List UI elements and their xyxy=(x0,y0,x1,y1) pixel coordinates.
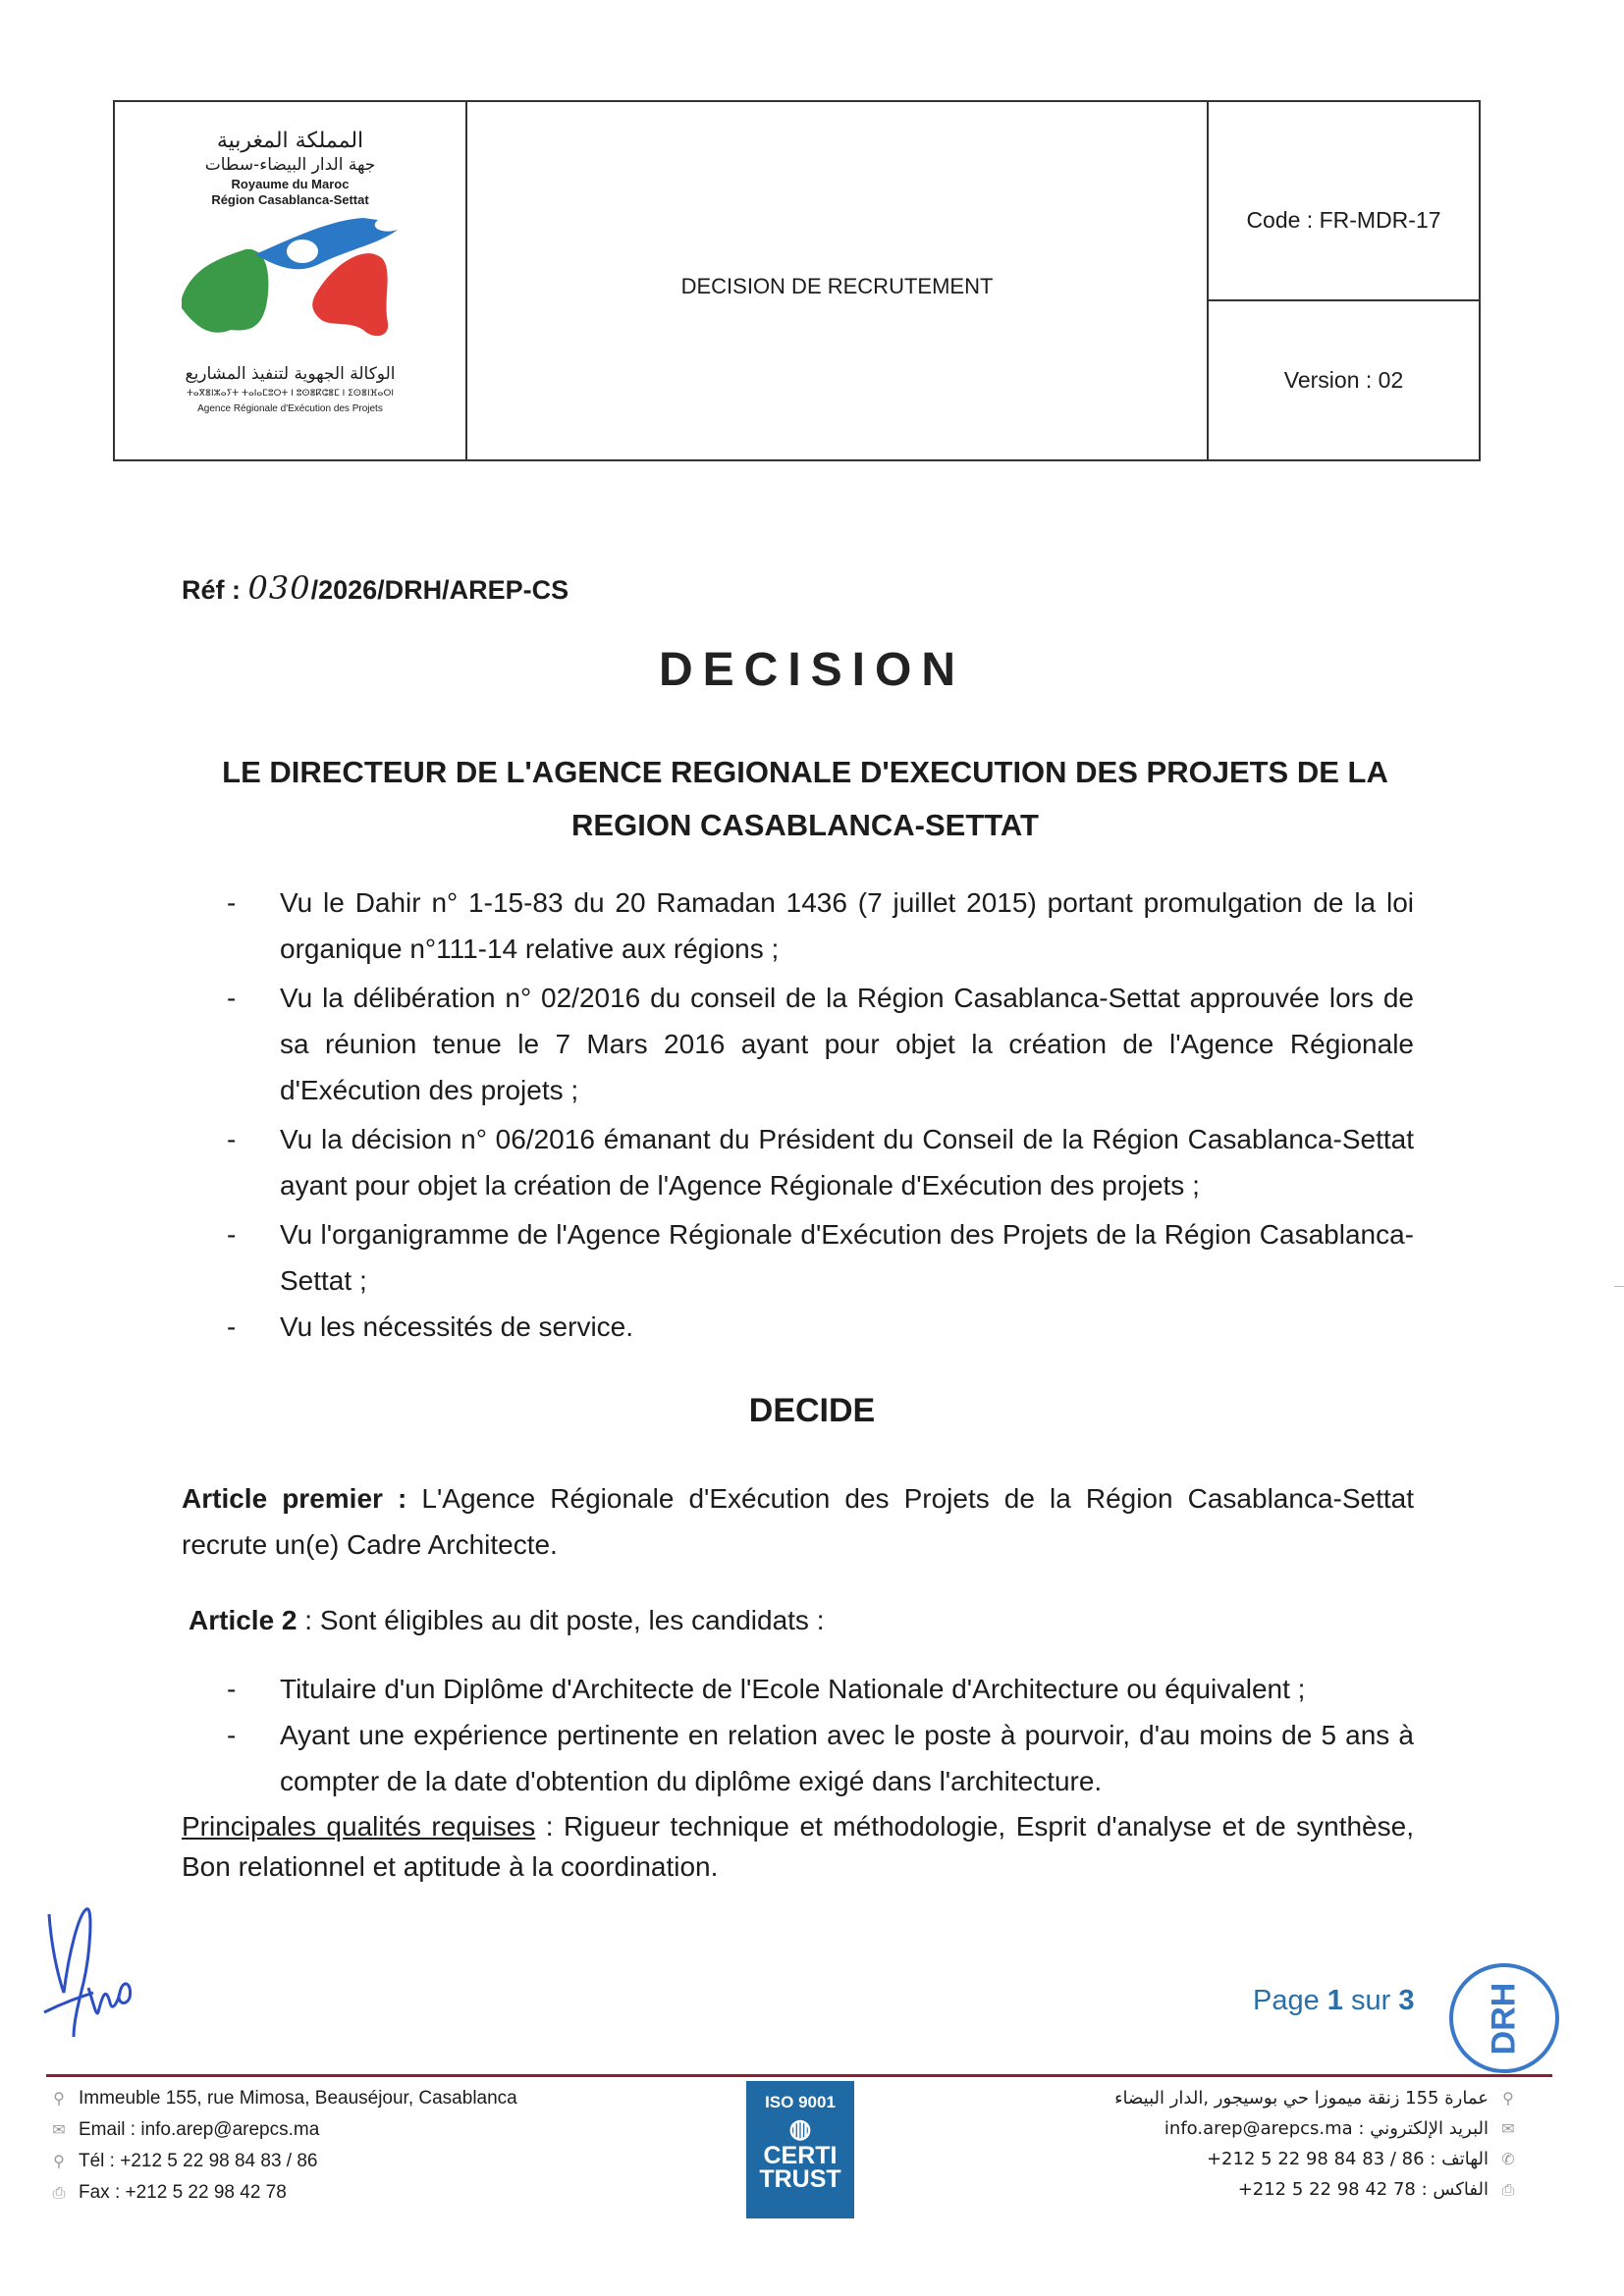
document-header xyxy=(113,100,1481,461)
issuer-heading-line1: LE DIRECTEUR DE L'AGENCE REGIONALE D'EXECUTION DES PROJETS DE LA xyxy=(222,755,1388,789)
logo-arabic-region: جهة الدار البيضاء-سطات xyxy=(204,155,376,175)
footer-phone xyxy=(51,2146,517,2177)
issuer-heading-line2: REGION CASABLANCA-SETTAT xyxy=(571,808,1039,842)
document-version: Version : 02 xyxy=(1283,367,1404,393)
phone-icon: ⚲ xyxy=(53,2154,65,2170)
page-total: 3 xyxy=(1398,1985,1415,2016)
envelope-icon: ✉ xyxy=(1501,2119,1515,2138)
considerations-list xyxy=(182,880,1414,1350)
page-current: 1 xyxy=(1326,1985,1343,2016)
article-premier xyxy=(182,1475,1414,1568)
document-meta xyxy=(1209,102,1479,459)
location-pin-icon: ⚲ xyxy=(53,2091,65,2108)
footer-email-link[interactable]: Email : info.arep@arepcs.ma xyxy=(79,2119,320,2140)
page-number xyxy=(1253,1985,1414,2017)
page-separator: sur xyxy=(1342,1985,1399,2016)
required-qualities xyxy=(182,1806,1414,1887)
iso-label: ISO 9001 xyxy=(765,2093,836,2111)
list-item xyxy=(182,880,1414,972)
logo-region: Région Casablanca-Settat xyxy=(211,192,369,207)
agency-emblem-icon xyxy=(172,210,407,347)
page-title: DECISION xyxy=(658,644,966,696)
footer-email-ar xyxy=(1114,2113,1516,2144)
bullet-dash: - xyxy=(227,1124,237,1154)
footer-address xyxy=(51,2083,517,2114)
bullet-dash: - xyxy=(227,1311,237,1342)
footer-fax-ar xyxy=(1114,2174,1516,2205)
logo-tifinagh-agency: ⵜⴰⴳⴻⵏⵣⴰⵢⵜ ⵜⴰⵏⴰⵎⵓⵔⵜ ⵏ ⵓⵙⴻⴽⵛⴻⵎ ⵏ ⵉⵙⴻⵏⴼⴰⵔⵏ xyxy=(187,389,394,399)
location-pin-icon: ⚲ xyxy=(1502,2089,1514,2108)
globe-icon: ◍ xyxy=(788,2113,812,2143)
article-2-text: : Sont éligibles au dit poste, les candidats : xyxy=(297,1605,825,1635)
criterion-text: Titulaire d'un Diplôme d'Architecte de l'Ecole Nationale d'Architecture ou équivalent ; xyxy=(280,1674,1306,1704)
footer-fax-text: Fax : +212 5 22 98 42 78 xyxy=(79,2182,287,2203)
footer-address-ar xyxy=(1114,2083,1516,2113)
consideration-text: Vu la décision n° 06/2016 émanant du Président du Conseil de la Région Casablanca-Settat ayant pour objet la création de l'Agence Régionale d'Exécution des projets ; xyxy=(280,1124,1414,1201)
iso-certification-badge xyxy=(746,2081,854,2218)
bullet-dash: - xyxy=(227,1720,237,1750)
reference-line xyxy=(182,569,568,607)
bullet-dash: - xyxy=(227,983,237,1013)
consideration-text: Vu la délibération n° 02/2016 du conseil de la Région Casablanca-Settat approuvée lors de sa réunion tenue le 7 Mars 2016 ayant pour objet la création de l'Agence Régionale d'Exécution des projets ; xyxy=(280,983,1414,1105)
article-2 xyxy=(189,1597,1421,1643)
bullet-dash: - xyxy=(227,887,237,918)
logo-agency-name: Agence Régionale d'Exécution des Projets xyxy=(197,403,383,414)
footer-phone-ar xyxy=(1114,2144,1516,2174)
consideration-text: Vu l'organigramme de l'Agence Régionale d'Exécution des Projets de la Région Casablanca-Settat ; xyxy=(280,1219,1414,1296)
list-item xyxy=(182,1712,1414,1804)
logo-arabic-agency: الوكالة الجهوية لتنفيذ المشاريع xyxy=(185,364,396,384)
phone-icon: ✆ xyxy=(1501,2150,1515,2168)
required-qualities-label: Principales qualités requises xyxy=(182,1811,536,1842)
footer-email xyxy=(51,2114,517,2146)
list-item xyxy=(182,1211,1414,1304)
list-item xyxy=(182,1116,1414,1208)
agency-logo xyxy=(115,102,467,459)
fax-icon: ⎙ xyxy=(52,2185,66,2202)
consideration-text: Vu les nécessités de service. xyxy=(280,1311,634,1342)
footer-divider xyxy=(46,2074,1552,2077)
footer-fax xyxy=(51,2177,517,2209)
footer-fax-ar-text: الفاكس : 78 42 98 22 5 212+ xyxy=(1237,2179,1489,2200)
drh-stamp xyxy=(1449,1963,1559,2073)
envelope-icon: ✉ xyxy=(52,2122,66,2139)
article-premier-label: Article premier : xyxy=(182,1483,407,1514)
criterion-text: Ayant une expérience pertinente en relation avec le poste à pourvoir, d'au moins de 5 ans à compter de la date d'obtention du diplôme exigé dans l'architecture. xyxy=(280,1720,1414,1796)
footer-email-ar-link[interactable]: البريد الإلكتروني : info.arep@arepcs.ma xyxy=(1164,2118,1489,2139)
reference-suffix: /2026/DRH/AREP-CS xyxy=(310,575,569,605)
fax-icon: ⎙ xyxy=(1501,2180,1515,2199)
certi-label: CERTI xyxy=(763,2142,838,2169)
signature xyxy=(39,1895,187,2042)
scan-edge-mark xyxy=(1614,1286,1624,1287)
required-qualities-text: : Rigueur technique et méthodologie, Esprit d'analyse et de synthèse, Bon relationnel et aptitude à la coordination. xyxy=(182,1811,1414,1882)
document-code: Code : FR-MDR-17 xyxy=(1209,102,1479,301)
footer-contact-fr xyxy=(51,2083,517,2209)
logo-arabic-kingdom: المملكة المغربية xyxy=(216,129,364,153)
article-premier-text: L'Agence Régionale d'Exécution des Projets de la Région Casablanca-Settat recrute un(e) Cadre Architecte. xyxy=(182,1483,1414,1560)
document-type xyxy=(467,102,1209,459)
trust-label: TRUST xyxy=(759,2165,841,2193)
page-prefix: Page xyxy=(1253,1985,1327,2016)
logo-kingdom: Royaume du Maroc xyxy=(231,177,350,191)
stamp-text: DRH xyxy=(1485,1982,1523,2055)
reference-handwritten-number: 030 xyxy=(247,569,311,607)
footer-address-text: Immeuble 155, rue Mimosa, Beauséjour, Casablanca xyxy=(79,2088,517,2109)
decide-heading: DECIDE xyxy=(748,1392,876,1429)
consideration-text: Vu le Dahir n° 1-15-83 du 20 Ramadan 1436 (7 juillet 2015) portant promulgation de la loi organique n°111-14 relative aux régions ; xyxy=(280,887,1414,964)
list-item xyxy=(182,975,1414,1113)
footer-phone-text: Tél : +212 5 22 98 84 83 / 86 xyxy=(79,2151,318,2171)
list-item xyxy=(182,1304,1414,1350)
reference-label: Réf : xyxy=(182,575,241,605)
document-type-label: DECISION DE RECRUTEMENT xyxy=(680,274,994,298)
footer-address-ar-text: عمارة 155 زنقة ميموزا حي بوسيجور ,الدار البيضاء xyxy=(1114,2088,1489,2109)
article-2-label: Article 2 xyxy=(189,1605,298,1635)
list-item xyxy=(182,1666,1414,1712)
footer-contact-ar xyxy=(1114,2083,1516,2205)
footer-phone-ar-text: الهاتف : 86 / 83 84 98 22 5 212+ xyxy=(1206,2149,1489,2169)
bullet-dash: - xyxy=(227,1674,237,1704)
issuer-heading xyxy=(196,746,1414,852)
eligibility-criteria-list xyxy=(182,1666,1414,1804)
bullet-dash: - xyxy=(227,1219,237,1250)
